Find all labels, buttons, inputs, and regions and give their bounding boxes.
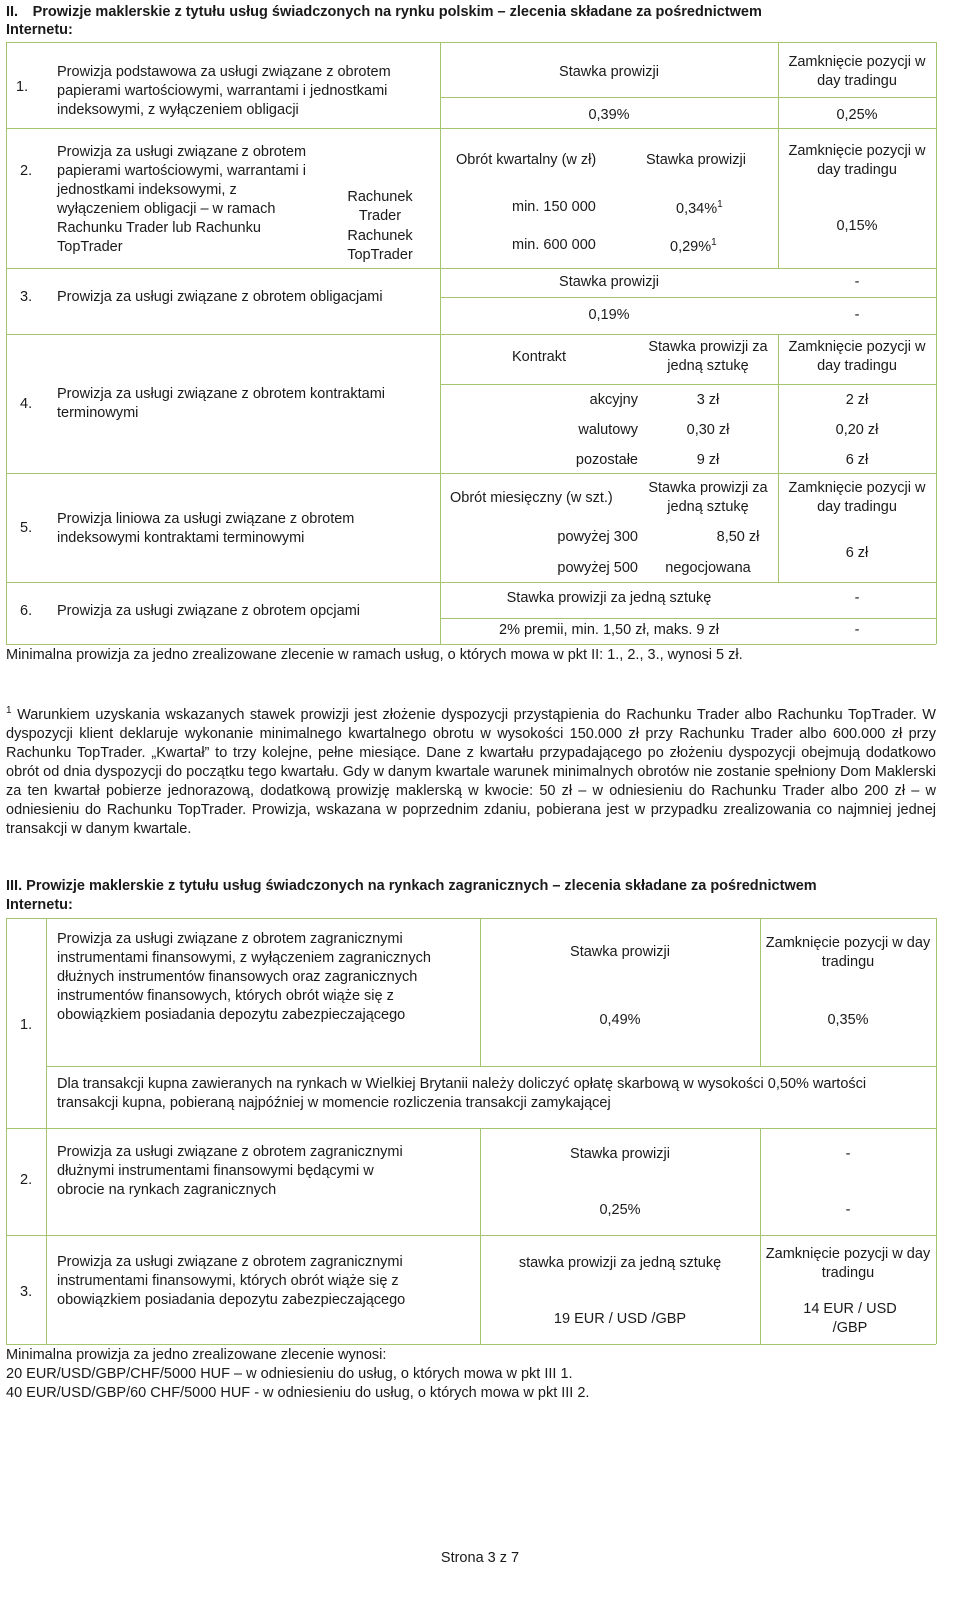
day-trading-value: 6 zł [845, 545, 869, 561]
rate-header: Stawka prowizji za jedną sztukę [506, 590, 712, 606]
day-trading-value: 0,15% [836, 218, 878, 234]
row-number: 2. [20, 1172, 33, 1188]
turnover-header: Obrót miesięczny (w szt.) [450, 490, 613, 506]
contract-header: Kontrakt [512, 349, 566, 365]
row-number: 1. [20, 1017, 33, 1033]
footnote-text: Warunkiem uzyskania wskazanych stawek prowizji jest złożenie dyspozycji przystąpienia do Rachunku Trader albo Rachunku TopTrader. W dyspozycji klient deklaruje wykonanie minimalnego kwartalnego obrotu w wysokości 150.000 zł przy Rachunku Trader albo 600.000 zł przy Rachunku TopTrader. „Kwartał” to trzy kolejne, pełne miesiące. Dane z kwartału przypadającego po złożeniu dyspozycji obejmują dodatkowo obrót od dnia dyspozycji do początku tego kwartału. Gdy w danym kwartale warunek minimalnych obrotów nie zostanie spełniony Dom Maklerski za ten kwartał pobierze jednorazową, dodatkową prowizję maklerską w kwocie: 50 zł – w odniesieniu do Rachunku Trader albo 200 zł – w odniesieniu do Rachunku TopTrader. Prowizja, wskazana w poprzednim zdaniu, pobierana jest w przypadku zrealizowania co najmniej jednej transakcji w danym kwartale. [6, 707, 936, 837]
dash: - [854, 622, 860, 638]
fee-description: Prowizja liniowa za usługi związane z obrotem indeksowymi kontraktami terminowymi [57, 511, 355, 546]
row-number: 4. [20, 396, 33, 412]
dash: - [854, 274, 860, 290]
rate-value: 19 EUR / USD /GBP [553, 1311, 687, 1327]
rate-header: Stawka prowizji [559, 274, 659, 290]
tier-rate: 0,34%$^1$ [676, 199, 723, 217]
account-toptrader: Rachunek TopTrader [347, 228, 413, 263]
footnote [6, 706, 936, 839]
dash: - [845, 1202, 851, 1218]
contract-type: pozostałe [575, 452, 638, 468]
contract-rate: 0,30 zł [686, 422, 730, 438]
rate-value: 0,19% [588, 307, 630, 323]
stamp-duty-note: Dla transakcji kupna zawieranych na rynkach w Wielkiej Brytanii należy doliczyć opłatę skarbową w wysokości 0,50% wartości transakcji kupna, pobieraną najpóźniej w momencie rozliczenia transakcji zamykającej [57, 1076, 867, 1111]
day-trading-header: Zamknięcie pozycji w day tradingu [788, 480, 926, 515]
contract-close: 6 zł [845, 452, 869, 468]
dash: - [845, 1146, 851, 1162]
turnover-tier: powyżej 500 [557, 560, 638, 576]
rate-header: stawka prowizji za jedną sztukę [518, 1255, 722, 1271]
fee-description: Prowizja za usługi związane z obrotem papierami wartościowymi, warrantami i jednostkami indeksowymi, z wyłączeniem obligacji – w ramach Rachunku Trader lub Rachunku TopTrader [57, 144, 307, 255]
account-trader: Rachunek Trader [347, 189, 413, 224]
rate-header: Stawka prowizji [570, 1146, 670, 1162]
contract-close: 0,20 zł [835, 422, 879, 438]
contract-rate: 9 zł [696, 452, 720, 468]
minimum-fee-title: Minimalna prowizja za jedno zrealizowane zlecenie wynosi: [6, 1347, 387, 1363]
fee-description: Prowizja za usługi związane z obrotem obligacjami [57, 289, 383, 305]
minimum-fee-line: 40 EUR/USD/GBP/60 CHF/5000 HUF - w odniesieniu do usług, o których mowa w pkt III 2. [6, 1385, 590, 1401]
contract-close: 2 zł [845, 392, 869, 408]
dash: - [854, 590, 860, 606]
row-number: 3. [20, 1284, 33, 1300]
fee-description: Prowizja za usługi związane z obrotem kontraktami terminowymi [57, 386, 385, 421]
section-3-heading-cont: Internetu: [6, 897, 73, 913]
section-2-heading: II. Prowizje maklerskie z tytułu usług świadczonych na rynku polskim – zlecenia składane za pośrednictwem [6, 4, 762, 20]
day-trading-header: Zamknięcie pozycji w day tradingu [765, 1246, 931, 1281]
contract-type: walutowy [578, 422, 638, 438]
fee-description: Prowizja za usługi związane z obrotem zagranicznymi instrumentami finansowymi, których obrót wiąże się z obowiązkiem posiadania depozytu zabezpieczającego [57, 1254, 406, 1308]
turnover-header: Obrót kwartalny (w zł) [456, 152, 597, 168]
tier-rate: 0,29%$^1$ [670, 237, 717, 255]
fee-description: Prowizja za usługi związane z obrotem zagranicznymi dłużnymi instrumentami finansowymi będącymi w obrocie na rynkach zagranicznych [57, 1144, 403, 1198]
day-trading-header: Zamknięcie pozycji w day tradingu [788, 54, 926, 89]
rate-value: 2% premii, min. 1,50 zł, maks. 9 zł [499, 622, 719, 638]
day-trading-header: Zamknięcie pozycji w day tradingu [765, 935, 931, 970]
row-number: 2. [20, 163, 33, 179]
tier-rate: negocjowana [665, 560, 751, 576]
rate-header: Stawka prowizji [570, 944, 670, 960]
rate-header: Stawka prowizji za jedną sztukę [648, 480, 768, 515]
row-number: 5. [20, 520, 33, 536]
minimum-fee-note: Minimalna prowizja za jedno zrealizowane zlecenie w ramach usług, o których mowa w pkt II: 1., 2., 3., wynosi 5 zł. [6, 647, 743, 663]
rate-header: Stawka prowizji [646, 152, 746, 168]
dash: - [854, 307, 860, 323]
row-number: 1. [16, 79, 29, 95]
day-trading-header: Zamknięcie pozycji w day tradingu [788, 339, 926, 374]
day-trading-value: 0,25% [836, 107, 878, 123]
section-3-heading: III. Prowizje maklerskie z tytułu usług świadczonych na rynkach zagranicznych – zlecenia składane za pośrednictwem [6, 878, 817, 894]
footnote-mark: 1 [6, 705, 12, 716]
row-number: 3. [20, 289, 33, 305]
contract-rate: 3 zł [696, 392, 720, 408]
turnover-tier: min. 600 000 [512, 237, 596, 253]
rate-value: 0,39% [588, 107, 630, 123]
contract-type: akcyjny [589, 392, 638, 408]
rate-header: Stawka prowizji [559, 64, 659, 80]
fee-description: Prowizja za usługi związane z obrotem zagranicznymi instrumentami finansowymi, z wyłączeniem zagranicznych dłużnych instrumentów finansowych oraz zagranicznych instrumentów finansowych, których obrót wiąże się z obowiązkiem posiadania depozytu zabezpieczającego [57, 931, 431, 1023]
section-2-heading-cont: Internetu: [6, 22, 73, 38]
fee-description: Prowizja podstawowa za usługi związane z obrotem papierami wartościowymi, warrantami i jednostkami indeksowymi, z wyłączeniem obligacji [57, 64, 391, 118]
page-number: Strona 3 z 7 [440, 1550, 520, 1566]
rate-header: Stawka prowizji za jedną sztukę [648, 339, 768, 374]
turnover-tier: powyżej 300 [557, 529, 638, 545]
tier-rate: 8,50 zł [716, 529, 760, 545]
day-trading-value: 14 EUR / USD /GBP [803, 1301, 897, 1336]
rate-value: 0,25% [599, 1202, 641, 1218]
turnover-tier: min. 150 000 [512, 199, 596, 215]
fee-description: Prowizja za usługi związane z obrotem opcjami [57, 603, 361, 619]
row-number: 6. [20, 603, 33, 619]
rate-value: 0,49% [599, 1012, 641, 1028]
minimum-fee-line: 20 EUR/USD/GBP/CHF/5000 HUF – w odniesieniu do usług, o których mowa w pkt III 1. [6, 1366, 573, 1382]
day-trading-header: Zamknięcie pozycji w day tradingu [788, 143, 926, 178]
day-trading-value: 0,35% [827, 1012, 869, 1028]
